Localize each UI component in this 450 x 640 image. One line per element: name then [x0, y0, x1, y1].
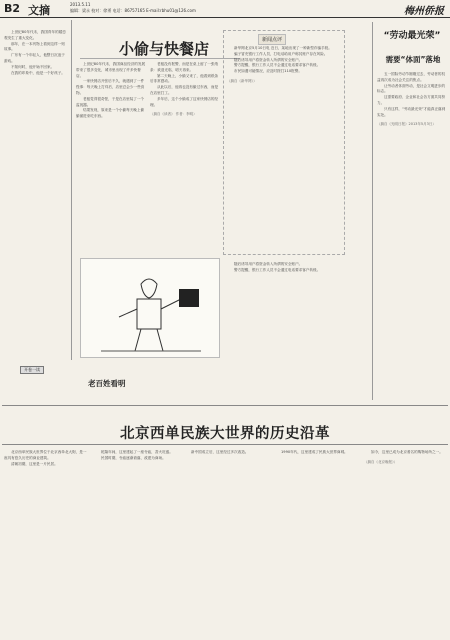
bottom-col1: [4, 450, 90, 636]
sidebar-text: [377, 72, 447, 372]
paragraph: 上世纪80年代末，我国商品经济的发展带来了很多变化，城市里出现了许多快餐店。: [76, 62, 146, 78]
commentary-credit: （摘自《新华网》）: [227, 78, 257, 83]
paragraph: 那年，在一本刊物上看到这样一则故事。: [4, 41, 65, 52]
paragraph: 一家快餐店开张后不久，就遇到了一件怪事：每天晚上打烊后，店里总会少一些食物。: [76, 79, 145, 95]
bottom-col5: [364, 450, 446, 636]
paragraph: 新华网北京5月10日电 近日，某地出现了一种新型诈骗手段。: [234, 46, 332, 50]
paragraph: 1990年代，这里建成了民族大世界商城。: [281, 450, 348, 454]
cartoon-caption: 老百姓看明: [88, 379, 126, 388]
paragraph: 如今，这里已成为北京著名的购物场所之一。: [371, 450, 443, 454]
paragraph: 不知何时，他开始不回家。: [11, 64, 55, 69]
bottom-col4: [274, 450, 360, 636]
main-story-col2: [150, 62, 220, 254]
paragraph: 老板觉得很奇怪，于是在店里装了一个监视器。: [76, 96, 145, 107]
section-separator: [2, 405, 448, 406]
paragraph: 多年后，这个小偷成了这家快餐店的经理。: [150, 96, 219, 107]
paragraph: 北京西单民族大世界位于北京西单北大街，是一座具有悠久历史的商业建筑。: [4, 450, 87, 460]
sidebar-subtitle: 需要“体面”落地: [385, 55, 441, 64]
paragraph: 清朝初期，这里是一片民居。: [11, 461, 58, 466]
cartoon-drawing: [81, 259, 221, 359]
paragraph: 警方提醒，银行工作人员不会通过电话要求客户转账。: [234, 63, 321, 68]
section-tag: 开卷一读: [20, 366, 44, 374]
bottom-col3: [184, 450, 270, 636]
main-story-title: 小偷与快餐店: [118, 40, 209, 58]
page-header: [0, 0, 450, 18]
paragraph: 乾隆年间，这里建起了一座寺庙，香火旺盛。: [101, 450, 173, 454]
commentary-heading: 新闻点评: [258, 34, 286, 45]
middle-lower-text: [227, 262, 341, 402]
header-meta: [70, 2, 196, 14]
paragraph: 只有这样，“劳动最光荣”才能真正落到实处。: [377, 106, 446, 117]
header-date: 2013.5.11: [70, 2, 91, 7]
main-story-credit: （摘自《读者》 作者：李明）: [150, 112, 197, 117]
paragraph: 随后诱导用户将资金转入所谓的安全账户。: [234, 57, 303, 62]
bottom-story-credit: （摘自《北京晚报》）: [364, 459, 398, 464]
commentary-text: [227, 46, 341, 246]
paragraph: 市民如遇可疑情况，应及时拨打110报警。: [234, 69, 302, 74]
page-number: B2: [4, 2, 21, 15]
bottom-col2: [94, 450, 180, 636]
paragraph: 新中国成立后，这里经过多次改造。: [191, 450, 249, 454]
cartoon-illustration: [80, 258, 220, 358]
paragraph: 这需要政府、企业和社会各方面共同努力。: [377, 95, 446, 105]
paragraph: 五一国际劳动节刚刚过去，劳动者的权益再次成为社会关注的焦点。: [377, 72, 446, 82]
paragraph: 上世纪80年代末，我国青年的婚恋观发生了重大变化。: [4, 30, 66, 40]
main-story-col1: [76, 62, 146, 254]
paragraph: 老板没有报警，而是在桌上留了一张纸条：欢迎光临，明天再来。: [150, 62, 219, 72]
newspaper-brand: 梅州侨报: [404, 6, 444, 17]
header-editor-info: 编辑：梁永 校对：徐勇 电话：86757165 E-mail:rbhu01@126.com: [70, 8, 196, 13]
sidebar-credit: （摘自《光明日报》2013年5月3日）: [377, 122, 436, 127]
paragraph: 随后诱导用户将资金转入所谓的安全账户。: [234, 262, 303, 266]
paragraph: 警方提醒，银行工作人员不会通过电话要求客户转账。: [234, 267, 321, 272]
paragraph: 第二天晚上，小偷又来了，他看到纸条后非常感动。: [150, 73, 219, 84]
section-title: 文摘: [28, 4, 50, 17]
paragraph: 广东有一个年轻人，他整日沉迷于游戏。: [4, 53, 65, 63]
bottom-story-title: 北京西单民族大世界的历史沿革: [120, 426, 330, 442]
left-column-text: [4, 30, 68, 350]
title-underline: [2, 444, 448, 445]
paragraph: 在我的印象中，他是一个好孩子。: [11, 70, 65, 75]
sidebar-title: “劳动最光荣”: [383, 31, 441, 41]
paragraph: 结果发现，原来是一个小偷每天晚上偷偷溜进来吃东西。: [76, 108, 145, 119]
paragraph: 骗子冒充银行工作人员，打电话给用户称其账户存在风险。: [234, 51, 328, 56]
paragraph: 从此以后，他再也没有偷过东西，而是在店里打工。: [150, 85, 219, 95]
left-column: [2, 20, 72, 360]
title-rule: [80, 58, 240, 59]
column-divider: [372, 22, 373, 400]
paragraph: 民国时期，寺庙逐渐衰落，改建为商场。: [101, 455, 166, 460]
paragraph: 让劳动者体面劳动，是社会文明进步的标志。: [377, 83, 446, 94]
